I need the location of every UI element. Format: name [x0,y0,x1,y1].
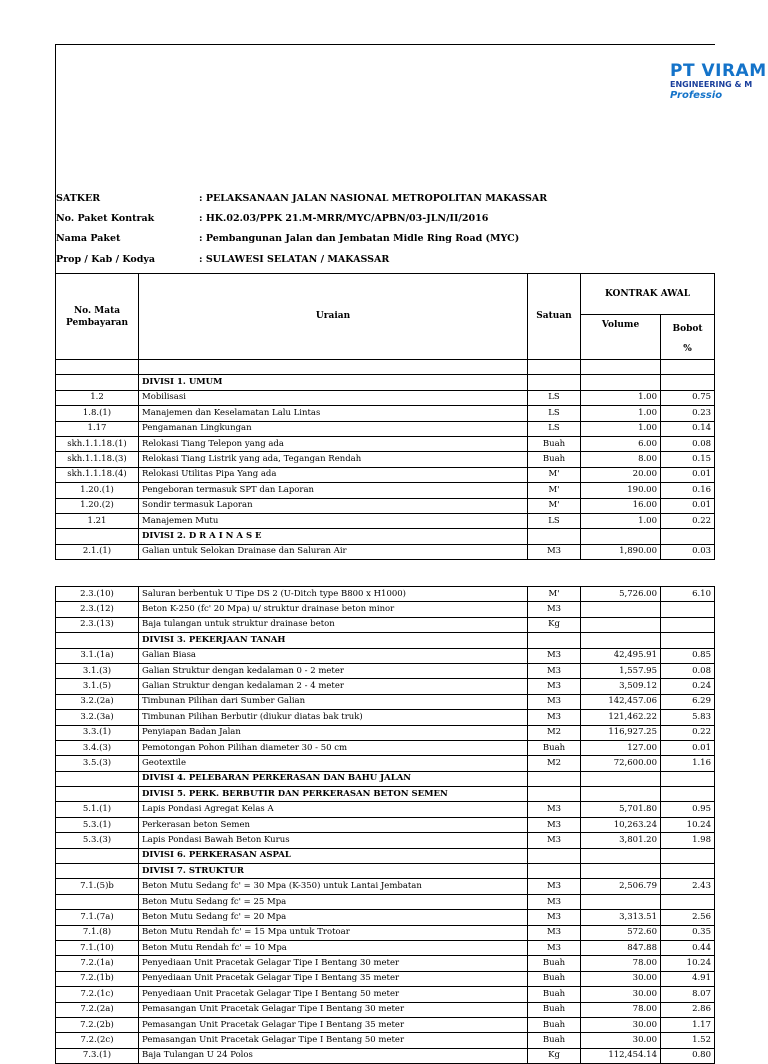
table-row [56,679,715,694]
cell-satuan: Buah [528,1033,581,1048]
cell-volume: 42,495.91 [581,648,661,663]
cell-volume [581,617,661,632]
cell-no-mata [56,375,139,390]
cell-satuan: Buah [528,1017,581,1032]
table-row [56,421,715,436]
cell-volume: 3,313.51 [581,910,661,925]
cell-no-mata: 2.1.(1) [56,544,139,559]
cell-satuan: Kg [528,1048,581,1063]
table-row [56,617,715,632]
info-value: : SULAWESI SELATAN / MAKASSAR [199,254,390,265]
cell-uraian: Pemasangan Unit Pracetak Gelagar Tipe I Bentang 35 meter [139,1017,528,1032]
table-row [56,467,715,482]
cell-uraian: Pemasangan Unit Pracetak Gelagar Tipe I Bentang 30 meter [139,1002,528,1017]
boq-table-1 [55,273,715,560]
cell-satuan: Kg [528,617,581,632]
cell-volume: 142,457.06 [581,694,661,709]
cell-satuan: M3 [528,679,581,694]
cell-satuan [528,375,581,390]
cell-volume: 5,701.80 [581,802,661,817]
cell-volume: 78.00 [581,1002,661,1017]
info-value: : HK.02.03/PPK 21.M-MRR/MYC/APBN/03-JLN/II/2016 [199,213,489,224]
cell-satuan: Buah [528,740,581,755]
table-row [56,694,715,709]
cell-satuan: M3 [528,544,581,559]
cell-satuan [528,864,581,879]
cell-satuan: M3 [528,817,581,832]
table-row [56,894,715,909]
cell-uraian: Relokasi Tiang Listrik yang ada, Tegangan Rendah [139,452,528,467]
division-row [56,864,715,879]
boq-table-2 [55,586,715,1064]
cell-volume: 116,927.25 [581,725,661,740]
table-row [56,390,715,405]
cell-no-mata [56,529,139,544]
cell-no-mata: 5.3.(3) [56,833,139,848]
cell-bobot: 0.01 [661,467,715,482]
cell-bobot: 6.10 [661,587,715,602]
cell-volume: 2,506.79 [581,879,661,894]
table-row [56,1002,715,1017]
cell-bobot: 1.17 [661,1017,715,1032]
cell-bobot: 5.83 [661,710,715,725]
cell-volume: 1,557.95 [581,663,661,678]
cell-satuan: M3 [528,833,581,848]
cell-bobot: 0.23 [661,406,715,421]
cell-volume [581,864,661,879]
cell-no-mata [56,787,139,802]
table-2-body [56,587,715,1064]
cell-volume [581,360,661,375]
cell-uraian: Beton K-250 (fc' 20 Mpa) u/ struktur drainase beton minor [139,602,528,617]
cell-uraian: Relokasi Tiang Telepon yang ada [139,436,528,451]
cell-volume: 5,726.00 [581,587,661,602]
cell-no-mata: 7.2.(2c) [56,1033,139,1048]
cell-bobot: 0.35 [661,925,715,940]
cell-uraian: DIVISI 6. PERKERASAN ASPAL [139,848,528,863]
division-row [56,848,715,863]
cell-no-mata: 5.3.(1) [56,817,139,832]
cell-satuan: M' [528,483,581,498]
division-row [56,771,715,786]
division-row [56,529,715,544]
cell-volume [581,529,661,544]
cell-no-mata [56,771,139,786]
cell-satuan: M3 [528,710,581,725]
cell-uraian: Galian Biasa [139,648,528,663]
table-row [56,513,715,528]
cell-volume: 20.00 [581,467,661,482]
cell-no-mata: 3.5.(3) [56,756,139,771]
table-row [56,971,715,986]
table-row [56,360,715,375]
header-no-mata [56,274,139,360]
cell-uraian: DIVISI 1. UMUM [139,375,528,390]
cell-satuan: LS [528,406,581,421]
cell-satuan [528,787,581,802]
cell-uraian: Baja tulangan untuk struktur drainase beton [139,617,528,632]
cell-bobot [661,864,715,879]
cell-uraian: Manajemen dan Keselamatan Lalu Lintas [139,406,528,421]
cell-bobot: 0.24 [661,679,715,694]
info-label: Nama Paket [56,233,121,244]
cell-uraian: Beton Mutu Rendah fc' = 15 Mpa untuk Trotoar [139,925,528,940]
cell-uraian: DIVISI 2. D R A I N A S E [139,529,528,544]
cell-volume: 30.00 [581,987,661,1002]
cell-volume: 3,509.12 [581,679,661,694]
table-row [56,725,715,740]
cell-satuan: Buah [528,987,581,1002]
cell-satuan: Buah [528,971,581,986]
cell-satuan [528,848,581,863]
cell-bobot: 0.03 [661,544,715,559]
cell-bobot [661,633,715,648]
cell-satuan: Buah [528,436,581,451]
cell-volume: 1.00 [581,390,661,405]
cell-no-mata: 2.3.(13) [56,617,139,632]
cell-satuan: M' [528,498,581,513]
cell-bobot: 1.52 [661,1033,715,1048]
cell-volume: 572.60 [581,925,661,940]
table-row [56,663,715,678]
cell-bobot: 6.29 [661,694,715,709]
cell-bobot: 0.08 [661,663,715,678]
table-row [56,648,715,663]
cell-satuan: LS [528,390,581,405]
cell-satuan: M3 [528,663,581,678]
cell-bobot: 1.98 [661,833,715,848]
info-value: : Pembangunan Jalan dan Jembatan Midle Ring Road (MYC) [199,233,520,244]
cell-bobot: 0.14 [661,421,715,436]
cell-satuan: M3 [528,802,581,817]
cell-volume: 3,801.20 [581,833,661,848]
cell-no-mata: 2.3.(12) [56,602,139,617]
cell-no-mata: 7.2.(1b) [56,971,139,986]
cell-bobot [661,360,715,375]
header-volume: Volume [581,315,661,360]
cell-uraian: Geotextile [139,756,528,771]
cell-bobot: 8.07 [661,987,715,1002]
cell-no-mata: 3.1.(3) [56,663,139,678]
cell-no-mata [56,894,139,909]
division-row [56,375,715,390]
cell-uraian: Beton Mutu Sedang fc' = 20 Mpa [139,910,528,925]
cell-no-mata: 7.1.(10) [56,940,139,955]
cell-bobot: 4.91 [661,971,715,986]
cell-bobot [661,602,715,617]
cell-volume [581,771,661,786]
cell-volume: 1.00 [581,513,661,528]
cell-no-mata: 1.21 [56,513,139,528]
company-logo [670,62,768,102]
cell-uraian: DIVISI 3. PEKERJAAN TANAH [139,633,528,648]
cell-volume: 78.00 [581,956,661,971]
cell-satuan: Buah [528,1002,581,1017]
cell-bobot: 2.43 [661,879,715,894]
cell-uraian: Timbunan Pilihan dari Sumber Galian [139,694,528,709]
table-header [56,274,715,360]
cell-satuan: M3 [528,910,581,925]
cell-satuan: M3 [528,602,581,617]
top-border-line [55,44,715,45]
cell-bobot [661,848,715,863]
cell-bobot: 0.15 [661,452,715,467]
cell-bobot: 10.24 [661,817,715,832]
cell-uraian: Penyediaan Unit Pracetak Gelagar Tipe I Bentang 30 meter [139,956,528,971]
cell-bobot [661,894,715,909]
table-row [56,1033,715,1048]
cell-volume: 10,263.24 [581,817,661,832]
header-bobot-label: Bobot [672,324,703,334]
cell-no-mata: 3.3.(1) [56,725,139,740]
table-row [56,910,715,925]
cell-volume: 847.88 [581,940,661,955]
cell-volume: 1,890.00 [581,544,661,559]
cell-no-mata [56,864,139,879]
cell-uraian: Timbunan Pilihan Berbutir (diukur diatas bak truk) [139,710,528,725]
cell-no-mata: 3.2.(3a) [56,710,139,725]
cell-uraian: DIVISI 5. PERK. BERBUTIR DAN PERKERASAN BETON SEMEN [139,787,528,802]
cell-volume [581,848,661,863]
info-value: : PELAKSANAAN JALAN NASIONAL METROPOLITAN MAKASSAR [199,193,548,204]
logo-subtitle: Professio [670,90,723,101]
cell-no-mata: 7.2.(2b) [56,1017,139,1032]
cell-uraian: Pemotongan Pohon Pilihan diameter 30 - 50 cm [139,740,528,755]
cell-bobot: 0.44 [661,940,715,955]
cell-uraian: Penyediaan Unit Pracetak Gelagar Tipe I Bentang 50 meter [139,987,528,1002]
cell-satuan: M3 [528,648,581,663]
cell-uraian: Manajemen Mutu [139,513,528,528]
cell-no-mata: 7.2.(1a) [56,956,139,971]
cell-satuan: M3 [528,894,581,909]
cell-uraian: Sondir termasuk Laporan [139,498,528,513]
cell-uraian: Beton Mutu Sedang fc' = 25 Mpa [139,894,528,909]
cell-no-mata: 3.4.(3) [56,740,139,755]
cell-bobot: 2.56 [661,910,715,925]
cell-volume [581,602,661,617]
logo-tagline: ENGINEERING & M [670,80,753,89]
table-row [56,956,715,971]
cell-satuan: M2 [528,756,581,771]
cell-no-mata: 7.1.(7a) [56,910,139,925]
cell-bobot [661,529,715,544]
cell-no-mata: 3.1.(1a) [56,648,139,663]
cell-bobot: 2.86 [661,1002,715,1017]
cell-satuan: M3 [528,694,581,709]
cell-volume: 1.00 [581,421,661,436]
cell-no-mata: 7.1.(8) [56,925,139,940]
table-row [56,756,715,771]
cell-volume: 1.00 [581,406,661,421]
cell-volume: 72,600.00 [581,756,661,771]
table-row [56,602,715,617]
table-row [56,406,715,421]
cell-no-mata: 1.20.(1) [56,483,139,498]
cell-volume: 30.00 [581,971,661,986]
info-label: No. Paket Kontrak [56,213,155,224]
info-label: Prop / Kab / Kodya [56,254,156,265]
cell-uraian: Mobilisasi [139,390,528,405]
cell-satuan [528,633,581,648]
table-row [56,879,715,894]
cell-bobot: 0.95 [661,802,715,817]
cell-no-mata: 5.1.(1) [56,802,139,817]
cell-no-mata: 7.3.(1) [56,1048,139,1063]
cell-uraian: Lapis Pondasi Agregat Kelas A [139,802,528,817]
cell-uraian: DIVISI 4. PELEBARAN PERKERASAN DAN BAHU JALAN [139,771,528,786]
cell-uraian: Beton Mutu Rendah fc' = 10 Mpa [139,940,528,955]
table-row [56,544,715,559]
cell-uraian: Pengeboran termasuk SPT dan Laporan [139,483,528,498]
cell-uraian: Penyiapan Badan Jalan [139,725,528,740]
cell-satuan [528,771,581,786]
cell-uraian: Galian untuk Selokan Drainase dan Saluran Air [139,544,528,559]
cell-bobot: 0.22 [661,725,715,740]
table-row [56,436,715,451]
cell-uraian: Pemasangan Unit Pracetak Gelagar Tipe I Bentang 50 meter [139,1033,528,1048]
cell-no-mata: 1.2 [56,390,139,405]
division-row [56,787,715,802]
division-row [56,633,715,648]
cell-volume: 16.00 [581,498,661,513]
header-bobot [661,315,715,360]
cell-no-mata: 2.3.(10) [56,587,139,602]
cell-satuan [528,529,581,544]
cell-uraian: Galian Struktur dengan kedalaman 0 - 2 meter [139,663,528,678]
cell-bobot [661,375,715,390]
cell-uraian: Perkerasan beton Semen [139,817,528,832]
cell-bobot [661,771,715,786]
cell-bobot: 0.75 [661,390,715,405]
header-uraian: Uraian [139,274,528,360]
info-label: SATKER [56,193,101,204]
cell-uraian: Baja Tulangan U 24 Polos [139,1048,528,1063]
cell-no-mata [56,848,139,863]
left-border-line [55,44,56,284]
table-row [56,1017,715,1032]
cell-satuan: LS [528,421,581,436]
table-row [56,817,715,832]
header-no-mata-line2: Pembayaran [65,317,129,328]
cell-bobot [661,787,715,802]
cell-uraian: Saluran berbentuk U Tipe DS 2 (U-Ditch type B800 x H1000) [139,587,528,602]
table-1-body [56,360,715,560]
cell-no-mata: skh.1.1.18.(1) [56,436,139,451]
table-row [56,940,715,955]
cell-uraian: Beton Mutu Sedang fc' = 30 Mpa (K-350) untuk Lantai Jembatan [139,879,528,894]
cell-uraian: Galian Struktur dengan kedalaman 2 - 4 meter [139,679,528,694]
cell-uraian: Lapis Pondasi Bawah Beton Kurus [139,833,528,848]
cell-bobot: 0.01 [661,498,715,513]
cell-satuan: Buah [528,956,581,971]
cell-volume: 112,454.14 [581,1048,661,1063]
cell-no-mata: 7.1.(5)b [56,879,139,894]
cell-uraian [139,360,528,375]
table-row [56,925,715,940]
header-kontrak-awal: KONTRAK AWAL [581,274,715,315]
header-satuan: Satuan [528,274,581,360]
cell-no-mata [56,633,139,648]
cell-satuan: M3 [528,879,581,894]
cell-bobot: 0.01 [661,740,715,755]
cell-satuan: M3 [528,940,581,955]
cell-volume [581,633,661,648]
cell-satuan: M' [528,587,581,602]
cell-satuan [528,360,581,375]
cell-volume: 121,462.22 [581,710,661,725]
cell-no-mata [56,360,139,375]
cell-bobot: 0.22 [661,513,715,528]
cell-no-mata: 1.20.(2) [56,498,139,513]
cell-no-mata: 1.8.(1) [56,406,139,421]
cell-uraian: Pengamanan Lingkungan [139,421,528,436]
cell-volume: 30.00 [581,1017,661,1032]
cell-no-mata: skh.1.1.18.(4) [56,467,139,482]
cell-uraian: DIVISI 7. STRUKTUR [139,864,528,879]
cell-volume: 30.00 [581,1033,661,1048]
table-row [56,483,715,498]
cell-volume: 6.00 [581,436,661,451]
cell-bobot: 0.16 [661,483,715,498]
cell-volume: 8.00 [581,452,661,467]
table-row [56,740,715,755]
cell-satuan: Buah [528,452,581,467]
cell-no-mata: skh.1.1.18.(3) [56,452,139,467]
table-row [56,587,715,602]
cell-no-mata: 7.2.(1c) [56,987,139,1002]
cell-satuan: M3 [528,925,581,940]
table-row [56,710,715,725]
cell-volume: 190.00 [581,483,661,498]
table-row [56,452,715,467]
cell-satuan: LS [528,513,581,528]
cell-no-mata: 3.2.(2a) [56,694,139,709]
table-row [56,987,715,1002]
cell-no-mata: 3.1.(5) [56,679,139,694]
table-row [56,498,715,513]
cell-uraian: Relokasi Utilitas Pipa Yang ada [139,467,528,482]
table-row [56,833,715,848]
cell-uraian: Penyediaan Unit Pracetak Gelagar Tipe I Bentang 35 meter [139,971,528,986]
cell-satuan: M' [528,467,581,482]
cell-no-mata: 1.17 [56,421,139,436]
cell-volume [581,375,661,390]
table-row [56,1048,715,1063]
cell-bobot: 1.16 [661,756,715,771]
header-bobot-percent: % [683,344,692,354]
cell-volume [581,787,661,802]
logo-company-name: PT VIRAM [670,62,767,81]
cell-bobot [661,617,715,632]
cell-no-mata: 7.2.(2a) [56,1002,139,1017]
cell-volume [581,894,661,909]
cell-satuan: M2 [528,725,581,740]
cell-bobot: 10.24 [661,956,715,971]
cell-bobot: 0.08 [661,436,715,451]
table-row [56,802,715,817]
cell-bobot: 0.80 [661,1048,715,1063]
header-no-mata-line1: No. Mata [73,305,121,316]
cell-volume: 127.00 [581,740,661,755]
cell-bobot: 0.85 [661,648,715,663]
